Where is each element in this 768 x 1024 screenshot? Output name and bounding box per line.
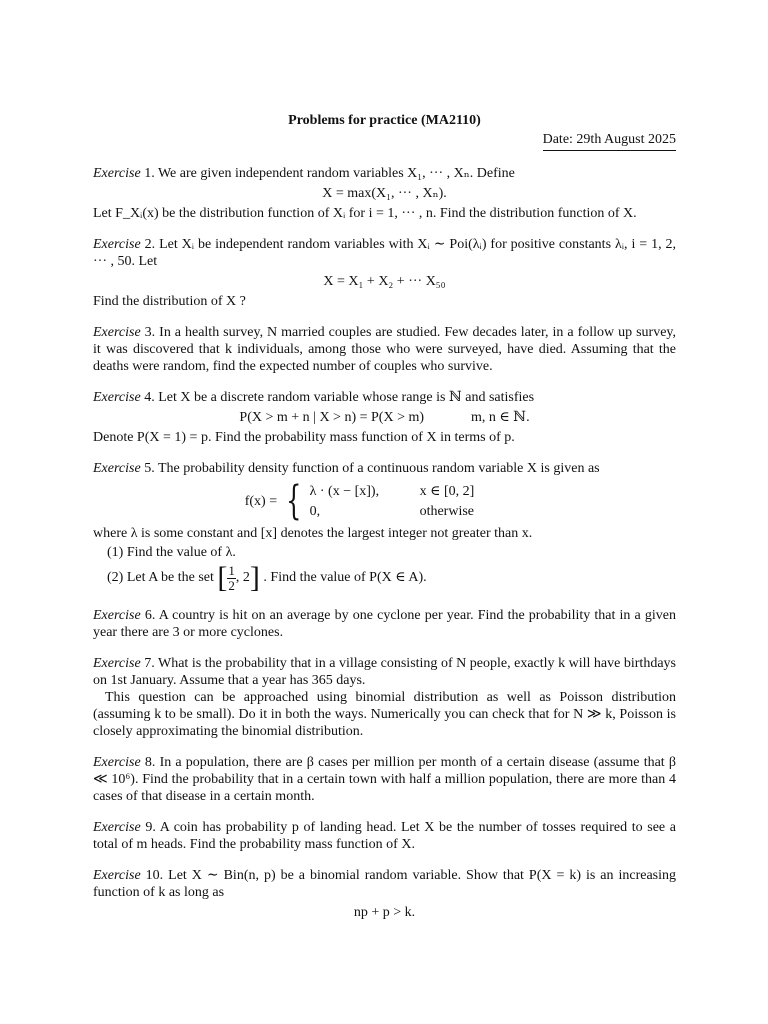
date-line [93, 131, 676, 151]
exercise-5 [93, 460, 676, 593]
display-equation: X = max(X₁, ··· , Xₙ). [322, 186, 447, 201]
exercise-number: 1. [144, 166, 155, 181]
exercise-label: Exercise [93, 325, 141, 340]
exercise-label: Exercise [93, 656, 141, 671]
sub-question [107, 563, 676, 593]
equation-condition: m, n ∈ ℕ. [471, 410, 530, 425]
exercise-9 [93, 819, 676, 853]
exercise-text: Denote P(X = 1) = p. Find the probability mass function of X in terms of p. [93, 430, 515, 445]
fraction-numerator: 1 [228, 562, 235, 578]
sub-question-list [107, 544, 676, 593]
exercise-2 [93, 236, 676, 310]
exercise-number: 8. [144, 755, 156, 770]
exercise-label: Exercise [93, 755, 141, 770]
exercise-3 [93, 324, 676, 375]
exercise-text: The probability density function of a continuous random variable X is given as [157, 461, 600, 476]
exercise-text: Let X ∼ Bin(n, p) be a binomial random variable. Show that P(X = k) is an increasing function of k as long as [93, 868, 677, 900]
case-row [310, 503, 475, 520]
piecewise-lhs: f(x) = [244, 493, 278, 509]
exercise-text: What is the probability that in a village consisting of N people, exactly k will have birthdays on 1st January. Assume that a year has 365 days. [93, 656, 676, 688]
exercise-10 [93, 867, 676, 921]
exercise-number: 9. [145, 820, 156, 835]
exercise-number: 7. [144, 656, 155, 671]
exercise-label: Exercise [93, 166, 141, 181]
set-upper-bound: , 2 [235, 570, 250, 586]
exercise-8 [93, 754, 676, 805]
exercise-text: We are given independent random variables X₁, ··· , Xₙ. Define [157, 166, 515, 181]
exercise-text: A country is hit on an average by one cyclone per year. Find the probability that in a given year there are 3 or more cyclones. [93, 608, 676, 640]
exercise-number: 10. [145, 868, 164, 883]
exercise-number: 2. [144, 237, 156, 252]
equation-main: P(X > m + n | X > n) = P(X > m) [239, 410, 425, 425]
exercise-4 [93, 389, 676, 446]
display-equation [93, 409, 676, 426]
exercise-text: Let X be a discrete random variable whose range is ℕ and satisfies [158, 390, 535, 405]
exercise-label: Exercise [93, 820, 141, 835]
left-bracket: [ [217, 561, 228, 594]
exercise-number: 6. [144, 608, 156, 623]
exercise-number: 5. [144, 461, 155, 476]
exercise-7 [93, 655, 676, 740]
piecewise-definition [43, 478, 676, 524]
exercise-label: Exercise [93, 868, 141, 883]
case-value: 0, [309, 503, 321, 519]
right-bracket: ] [249, 561, 260, 594]
sub-question: (1) Find the value of λ. [107, 545, 236, 560]
case-condition: otherwise [419, 503, 475, 519]
exercise-text: Let Xᵢ be independent random variables with Xᵢ ∼ Poi(λᵢ) for positive constants λᵢ, i = 1, 2, ··· , 50. Let [93, 237, 677, 269]
exercise-label: Exercise [93, 608, 141, 623]
sub-question-text: (2) Let A be the set [107, 570, 214, 586]
exercise-6 [93, 607, 676, 641]
exercise-text: Find the distribution of X ? [93, 294, 246, 309]
case-value: λ · (x − [x]), [309, 483, 380, 499]
exercise-text: Let F_Xᵢ(x) be the distribution function of Xᵢ for i = 1, ··· , n. Find the distribution function of X. [93, 206, 637, 221]
sub-question-text: . Find the value of P(X ∈ A). [263, 570, 427, 586]
display-equation: X = X₁ + X₂ + ··· X₅₀ [323, 274, 446, 289]
left-brace: { [286, 478, 302, 524]
exercise-text: where λ is some constant and [x] denotes the largest integer not greater than x. [93, 526, 533, 541]
date-text: Date: 29th August 2025 [543, 131, 676, 151]
page-title: Problems for practice (MA2110) [288, 113, 481, 128]
fraction [227, 564, 236, 593]
display-equation: np + p > k. [353, 905, 416, 920]
exercise-label: Exercise [93, 461, 141, 476]
exercise-1 [93, 165, 676, 222]
exercise-text: In a population, there are β cases per million per month of a certain disease (assume that β ≪ 10⁶). Find the probability that in a certain town with half a million population, there are more than 4 cases of that disease in a certain month. [93, 755, 676, 804]
fraction-denominator: 2 [228, 577, 235, 593]
case-condition: x ∈ [0, 2] [419, 483, 475, 499]
exercise-text: In a health survey, N married couples are studied. Few decades later, in a follow up survey, it was discovered that k individuals, among those who were surveyed, have died. Assuming that the deaths were random, find the expected number of couples who survive. [93, 325, 677, 374]
exercise-label: Exercise [93, 390, 141, 405]
exercise-label: Exercise [93, 237, 141, 252]
exercise-number: 3. [144, 325, 156, 340]
exercise-text: A coin has probability p of landing head. Let X be the number of tosses required to see a total of m heads. Find the probability mass function of X. [93, 820, 677, 852]
exercise-number: 4. [144, 390, 155, 405]
case-row [310, 483, 475, 500]
exercise-text: This question can be approached using binomial distribution as well as Poisson distribution (assuming k to be small). Do it in both the ways. Numerically you can check that for N ≫ k, Poisson is closely approximating the binomial distribution. [93, 690, 676, 739]
document-page [93, 112, 676, 924]
